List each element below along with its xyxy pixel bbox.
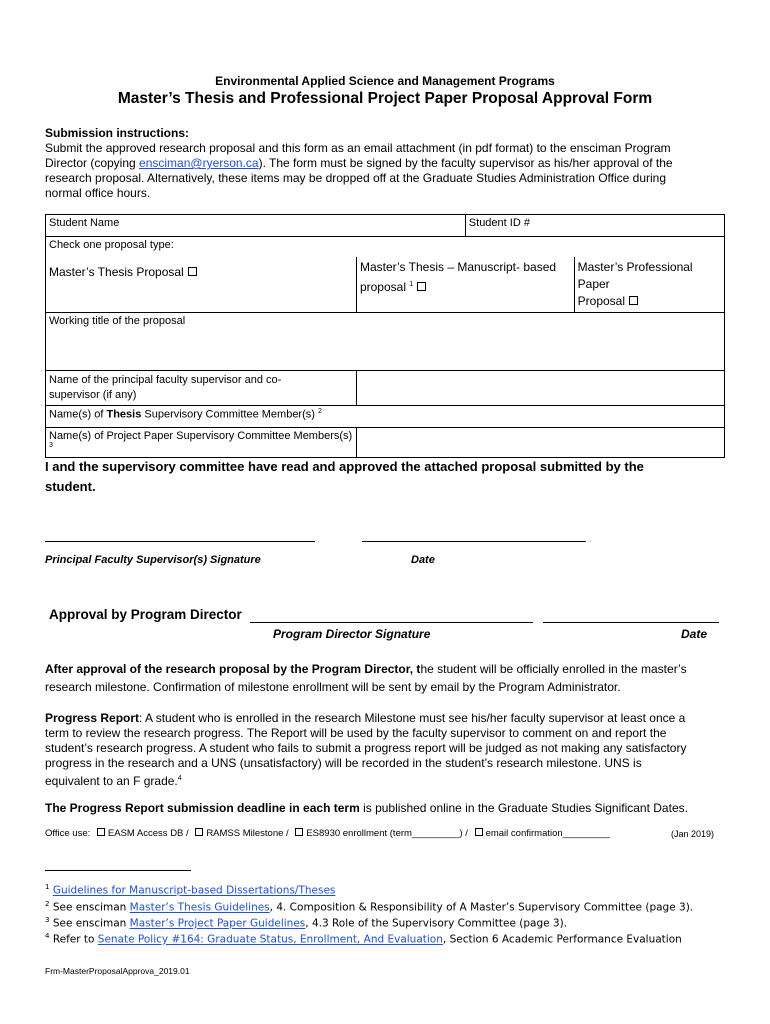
approval-statement: I and the supervisory committee have read and approved the attached proposal submitted by the student.: [45, 459, 644, 494]
deadline-text: The Progress Report submission deadline in each term is published online in the Graduate Studies Significant Dates.: [45, 801, 688, 815]
project-guidelines-link[interactable]: Master’s Project Paper Guidelines: [129, 917, 306, 930]
footnote-1: $^1$ Guidelines for Manuscript-based Dissertations/Theses: [45, 883, 336, 897]
supervisor-date-label: Date: [411, 554, 435, 566]
thesis-committee-label: Name(s) of Thesis Supervisory Committee Member(s) $^2$: [46, 406, 357, 428]
supervisor-signature-label: Principal Faculty Supervisor(s) Signature: [45, 554, 261, 566]
form-id: Frm-MasterProposalApprova_2019.01: [45, 966, 190, 976]
option-professional[interactable]: Master’s Professional Paper Proposal: [574, 257, 724, 313]
email-confirm-checkbox[interactable]: [475, 828, 483, 836]
senate-policy-link[interactable]: Senate Policy #164: Graduate Status, Enrollment, And Evaluation: [97, 933, 443, 946]
supervisor-date-line[interactable]: [362, 541, 586, 542]
progress-report-text: Progress Report: A student who is enrolled in the research Milestone must see his/her faculty supervisor at least once a term to review the research progress. The Report will be used by the faculty supervisor to comment on and report the student’s research progress. A student who fails to submit a progress report will be judged as not making any satisfactory progress in the research and a UNS (unsatisfactory) will be recorded in the student’s research milestone. UNS is equivalent to an F grade.$^4$: [45, 711, 687, 788]
manuscript-checkbox[interactable]: [417, 282, 426, 291]
option-manuscript[interactable]: Master’s Thesis – Manuscript- based proposal $^1$: [356, 257, 574, 313]
supervisor-label: Name of the principal faculty supervisor and co- supervisor (if any): [46, 371, 357, 406]
project-committee-label: Name(s) of Project Paper Supervisory Committee Members(s) $^3$: [46, 428, 357, 458]
supervisor-field[interactable]: [356, 371, 724, 406]
thesis-guidelines-link[interactable]: Master’s Thesis Guidelines: [129, 901, 270, 914]
thesis-committee-field[interactable]: [356, 406, 724, 428]
footnote-4: $^4$ Refer to Senate Policy #164: Graduate Status, Enrollment, And Evaluation, Section 6 Academic Performance Evaluation: [45, 932, 682, 946]
es8930-checkbox[interactable]: [295, 828, 303, 836]
after-approval-text: After approval of the research proposal by the Program Director, the student will be officially enrolled in the master’s research milestone. Confirmation of milestone enrollment will be sent by email by the Program Administrator.: [45, 662, 687, 694]
student-id-field[interactable]: Student ID #: [465, 215, 724, 237]
footnote-2: $^2$ See ensciman Master’s Thesis Guidelines, 4. Composition & Responsibility of A Master’s Supervisory Committee (page 3).: [45, 900, 694, 914]
office-use-row: Office use: EASM Access DB / RAMSS Milestone / ES8930 enrollment (term_________) / email confirmation_________: [45, 828, 611, 839]
footnote-separator: [45, 870, 191, 871]
program-name: Environmental Applied Science and Management Programs: [215, 74, 555, 88]
form-revision-date: (Jan 2019): [671, 829, 715, 839]
email-link[interactable]: ensciman@ryerson.ca: [139, 156, 259, 170]
professional-checkbox[interactable]: [629, 296, 638, 305]
director-signature-label: Program Director Signature: [273, 627, 431, 641]
manuscript-guidelines-link[interactable]: Guidelines for Manuscript-based Dissertations/Theses: [52, 884, 336, 897]
director-date-line[interactable]: [543, 622, 719, 623]
ramss-checkbox[interactable]: [195, 828, 203, 836]
student-name-field[interactable]: Student Name: [46, 215, 466, 237]
easm-checkbox[interactable]: [97, 828, 105, 836]
form-title: Master’s Thesis and Professional Project Paper Proposal Approval Form: [117, 90, 653, 107]
proposal-type-label: Check one proposal type:: [46, 237, 725, 258]
footnote-3: $^3$ See ensciman Master’s Project Paper Guidelines, 4.3 Role of the Supervisory Committee (page 3).: [45, 916, 568, 930]
supervisor-signature-line[interactable]: [45, 541, 315, 542]
instructions-heading: Submission instructions:: [45, 126, 190, 140]
instructions-text: Submit the approved research proposal and this form as an email attachment (in pdf format) to the ensciman Program Director (copying ensciman@ryerson.ca). The form must be signed by the faculty supervisor as his/her approval of the research proposal. Alternatively, these items may be dropped off at the Graduate Studies Administration Office during normal office hours.: [45, 141, 673, 200]
director-date-label: Date: [681, 627, 708, 641]
director-signature-line[interactable]: [250, 622, 533, 623]
project-committee-field[interactable]: [356, 428, 724, 458]
thesis-checkbox[interactable]: [188, 267, 197, 276]
working-title-field[interactable]: Working title of the proposal: [46, 313, 725, 371]
proposal-form-table: [45, 214, 725, 458]
director-approval-label: Approval by Program Director: [49, 607, 242, 622]
option-thesis[interactable]: Master’s Thesis Proposal: [46, 257, 357, 313]
